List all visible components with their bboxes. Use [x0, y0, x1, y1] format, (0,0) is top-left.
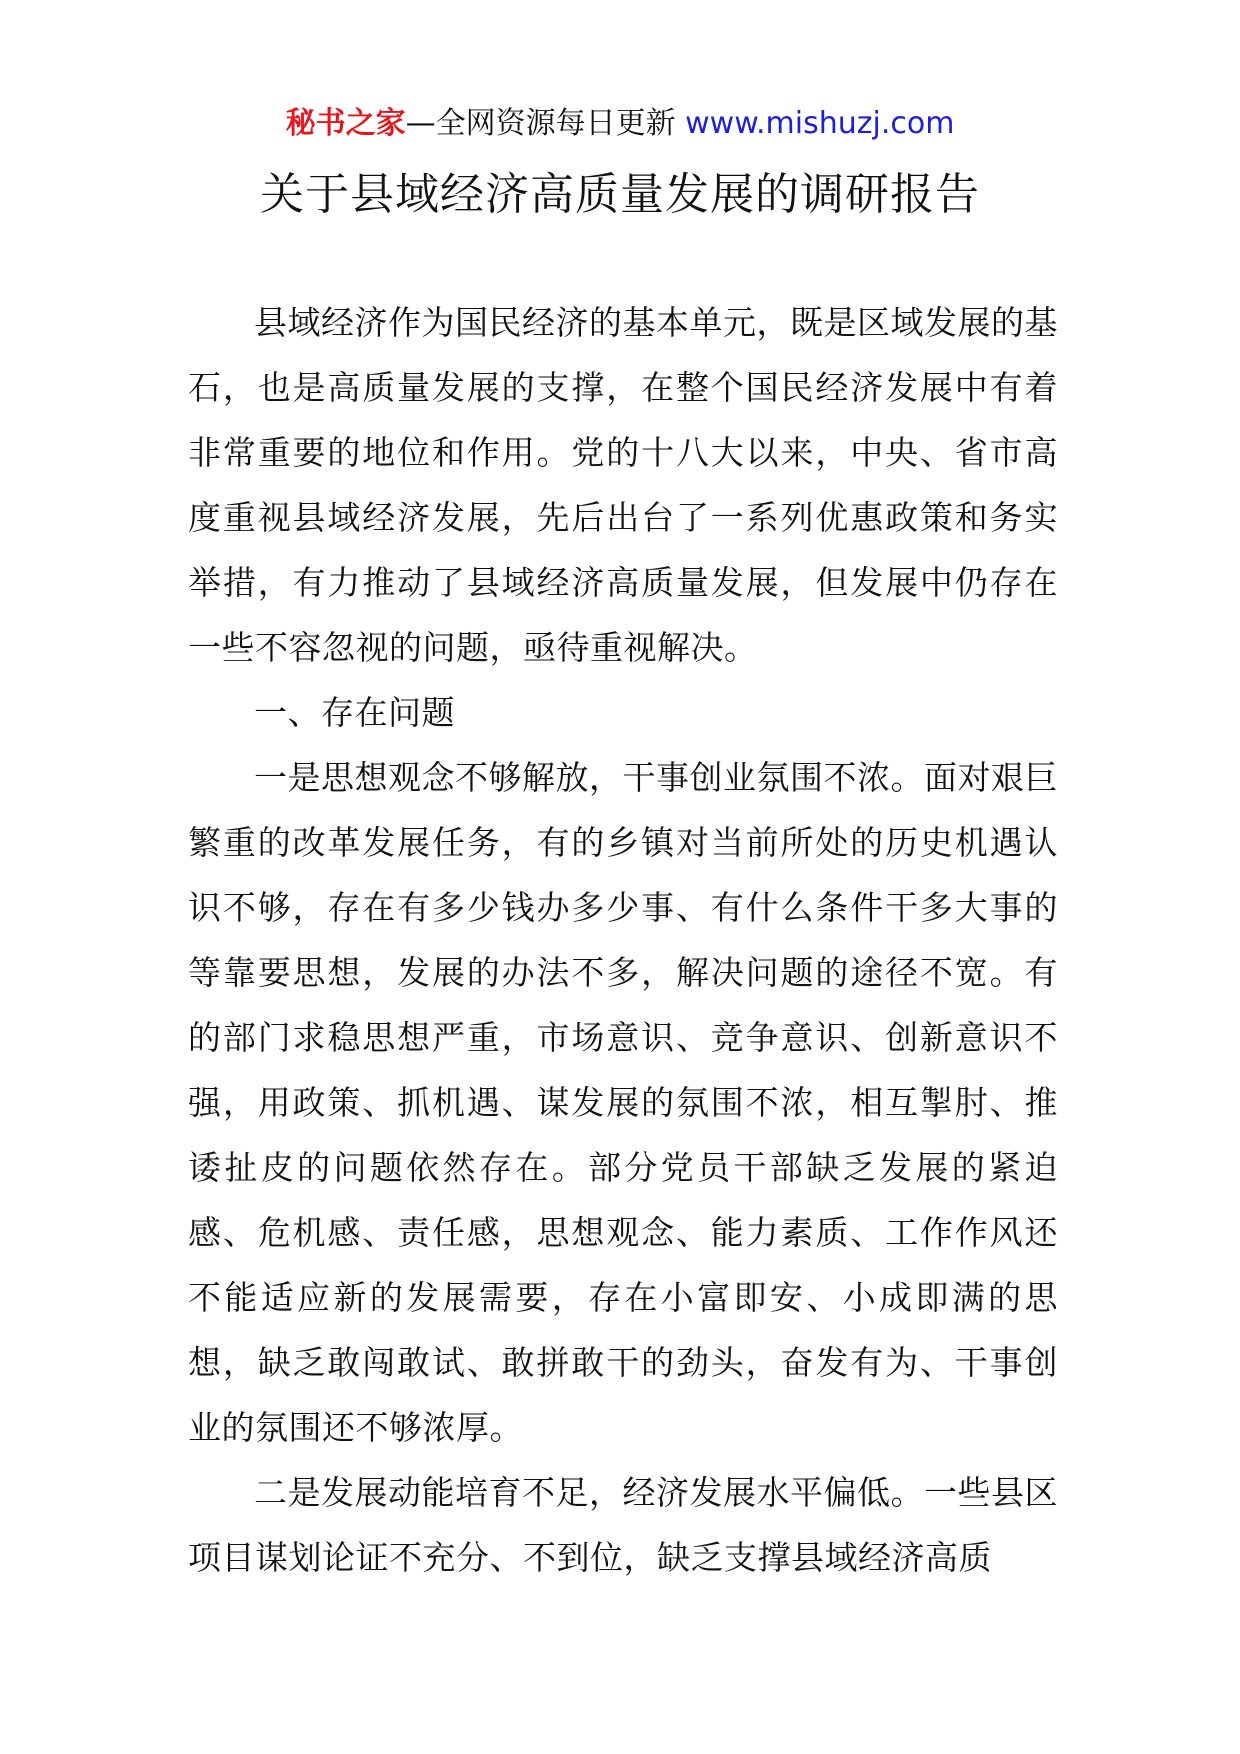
document-body: [188, 290, 1058, 1590]
body-paragraph: 一是思想观念不够解放，干事创业氛围不浓。面对艰巨繁重的改革发展任务，有的乡镇对当前所处的历史机遇认识不够，存在有多少钱办多少事、有什么条件干多大事的等靠要思想，发展的办法不多，解决问题的途径不宽。有的部门求稳思想严重，市场意识、竞争意识、创新意识不强，用政策、抓机遇、谋发展的氛围不浓，相互掣肘、推诿扯皮的问题依然存在。部分党员干部缺乏发展的紧迫感、危机感、责任感，思想观念、能力素质、工作作风还不能适应新的发展需要，存在小富即安、小成即满的思想，缺乏敢闯敢试、敢拼敢干的劲头，奋发有为、干事创业的氛围还不够浓厚。: [188, 758, 1058, 1447]
site-header: [0, 104, 1240, 144]
intro-paragraph: 县域经济作为国民经济的基本单元，既是区域发展的基石，也是高质量发展的支撑，在整个国民经济发展中有着非常重要的地位和作用。党的十八大以来，中央、省市高度重视县域经济发展，先后出台了一系列优惠政策和务实举措，有力推动了县域经济高质量发展，但发展中仍存在一些不容忽视的问题，亟待重视解决。: [188, 303, 1058, 667]
header-tagline: —全网资源每日更新: [405, 106, 686, 141]
brand-name: 秘书之家: [285, 106, 406, 141]
section-heading: 一、存在问题: [254, 693, 455, 732]
document-title: 关于县域经济高质量发展的调研报告: [260, 169, 980, 220]
body-paragraph: 二是发展动能培育不足，经济发展水平偏低。一些县区项目谋划论证不充分、不到位，缺乏支撑县域经济高质: [188, 1473, 1058, 1577]
site-url-link[interactable]: www.mishuzj.com: [685, 106, 955, 141]
